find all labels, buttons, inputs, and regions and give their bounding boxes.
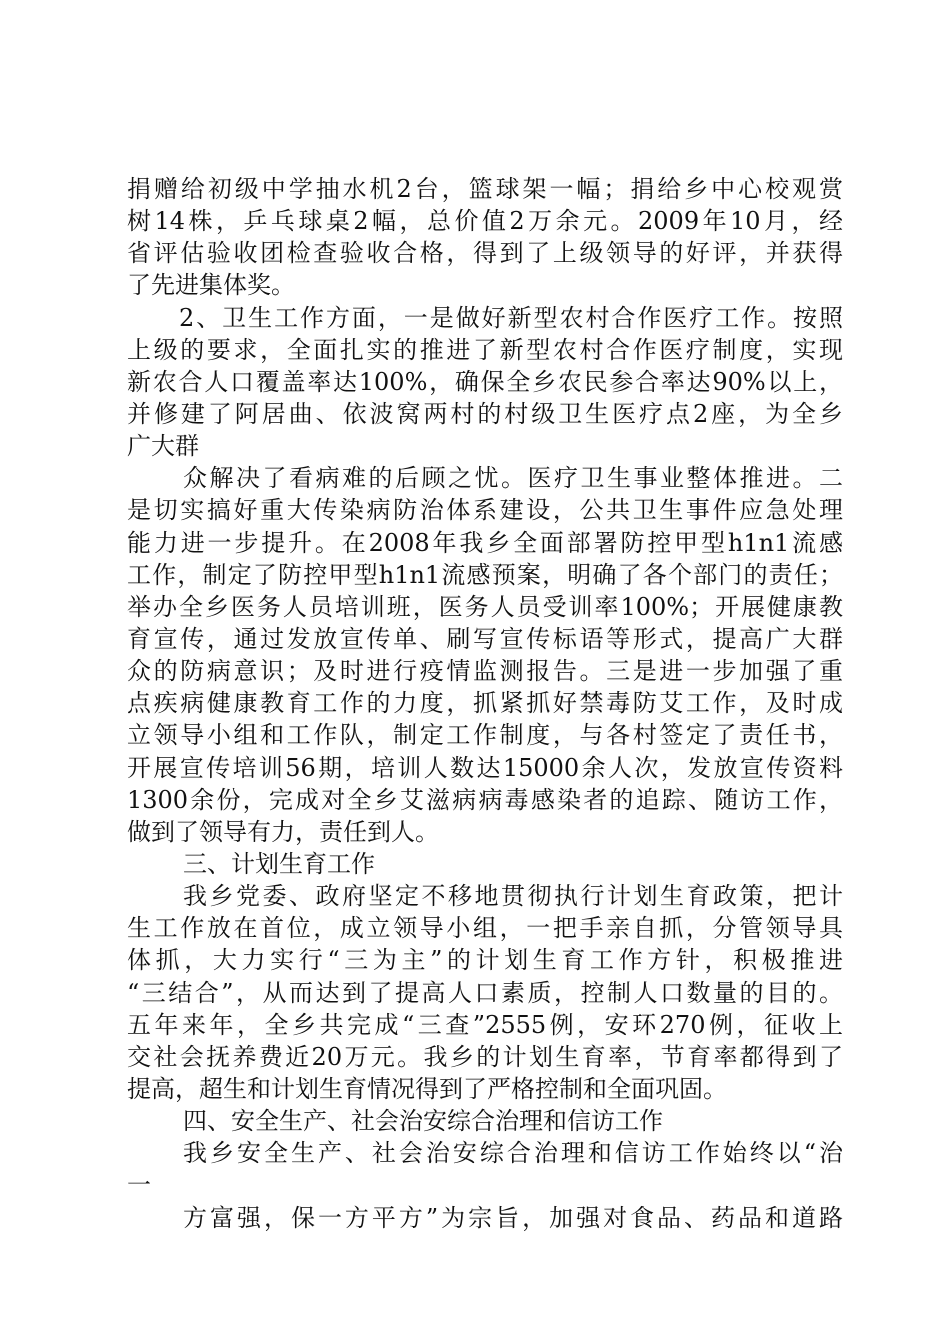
body-line: 是切实搞好重大传染病防治体系建设，公共卫生事件应急处理 (127, 496, 843, 525)
body-line: 生工作放在首位，成立领导小组，一把手亲自抓，分管领导具 (127, 914, 843, 943)
body-line: 能力进一步提升。在2008年我乡全面部署防控甲型h1n1流感 (127, 528, 843, 557)
body-line: 点疾病健康教育工作的力度，抓紧抓好禁毒防艾工作，及时成 (127, 689, 843, 718)
body-line: 开展宣传培训56期，培训人数达15000余人次，发放宣传资料 (127, 753, 843, 782)
body-line: 1300余份，完成对全乡艾滋病病毒感染者的追踪、随访工作， (127, 785, 843, 814)
body-line: 众的防病意识；及时进行疫情监测报告。三是进一步加强了重 (127, 657, 843, 686)
body-line: 交社会抚养费近20万元。我乡的计划生育率，节育率都得到了 (127, 1042, 843, 1071)
body-line: 立领导小组和工作队，制定工作制度，与各村签定了责任书， (127, 721, 843, 750)
section-heading: 三、计划生育工作 (183, 849, 375, 878)
body-line: 并修建了阿居曲、依波窝两村的村级卫生医疗点2座，为全乡 (127, 399, 843, 428)
body-line: 方富强，保一方平方”为宗旨，加强对食品、药品和道路 (183, 1203, 843, 1232)
body-line: 了先进集体奖。 (127, 271, 295, 300)
body-line: 我乡安全生产、社会治安综合治理和信访工作始终以“治 (183, 1139, 843, 1168)
section-heading: 四、安全生产、社会治安综合治理和信访工作 (183, 1107, 663, 1136)
body-line: 省评估验收团检查验收合格，得到了上级领导的好评，并获得 (127, 239, 843, 268)
body-line: 一 (127, 1171, 151, 1200)
body-line: 上级的要求，全面扎实的推进了新型农村合作医疗制度，实现 (127, 335, 843, 364)
body-line: “三结合”，从而达到了提高人口素质，控制人口数量的目的。 (127, 978, 843, 1007)
body-line: 树14株，乒乓球桌2幅，总价值2万余元。2009年10月，经 (127, 207, 843, 236)
body-line: 2、卫生工作方面，一是做好新型农村合作医疗工作。按照 (179, 303, 843, 332)
body-line: 我乡党委、政府坚定不移地贯彻执行计划生育政策，把计 (183, 882, 843, 911)
body-line: 工作，制定了防控甲型h1n1流感预案，明确了各个部门的责任； (127, 560, 843, 589)
body-line: 举办全乡医务人员培训班，医务人员受训率100%；开展健康教 (127, 592, 843, 621)
document-body (127, 173, 843, 1234)
body-line: 体抓，大力实行“三为主”的计划生育工作方针，积极推进 (127, 946, 843, 975)
body-line: 五年来年，全乡共完成“三查”2555例，安环270例，征收上 (127, 1010, 843, 1039)
body-line: 做到了领导有力，责任到人。 (127, 817, 439, 846)
body-line: 育宣传，通过发放宣传单、刷写宣传标语等形式，提高广大群 (127, 624, 843, 653)
body-line: 众解决了看病难的后顾之忧。医疗卫生事业整体推进。二 (183, 464, 843, 493)
body-line: 提高，超生和计划生育情况得到了严格控制和全面巩固。 (127, 1074, 727, 1103)
body-line: 捐赠给初级中学抽水机2台，篮球架一幅；捐给乡中心校观赏 (127, 175, 843, 203)
body-line: 广大群 (127, 432, 199, 461)
body-line: 新农合人口覆盖率达100%，确保全乡农民参合率达90%以上， (127, 367, 843, 396)
